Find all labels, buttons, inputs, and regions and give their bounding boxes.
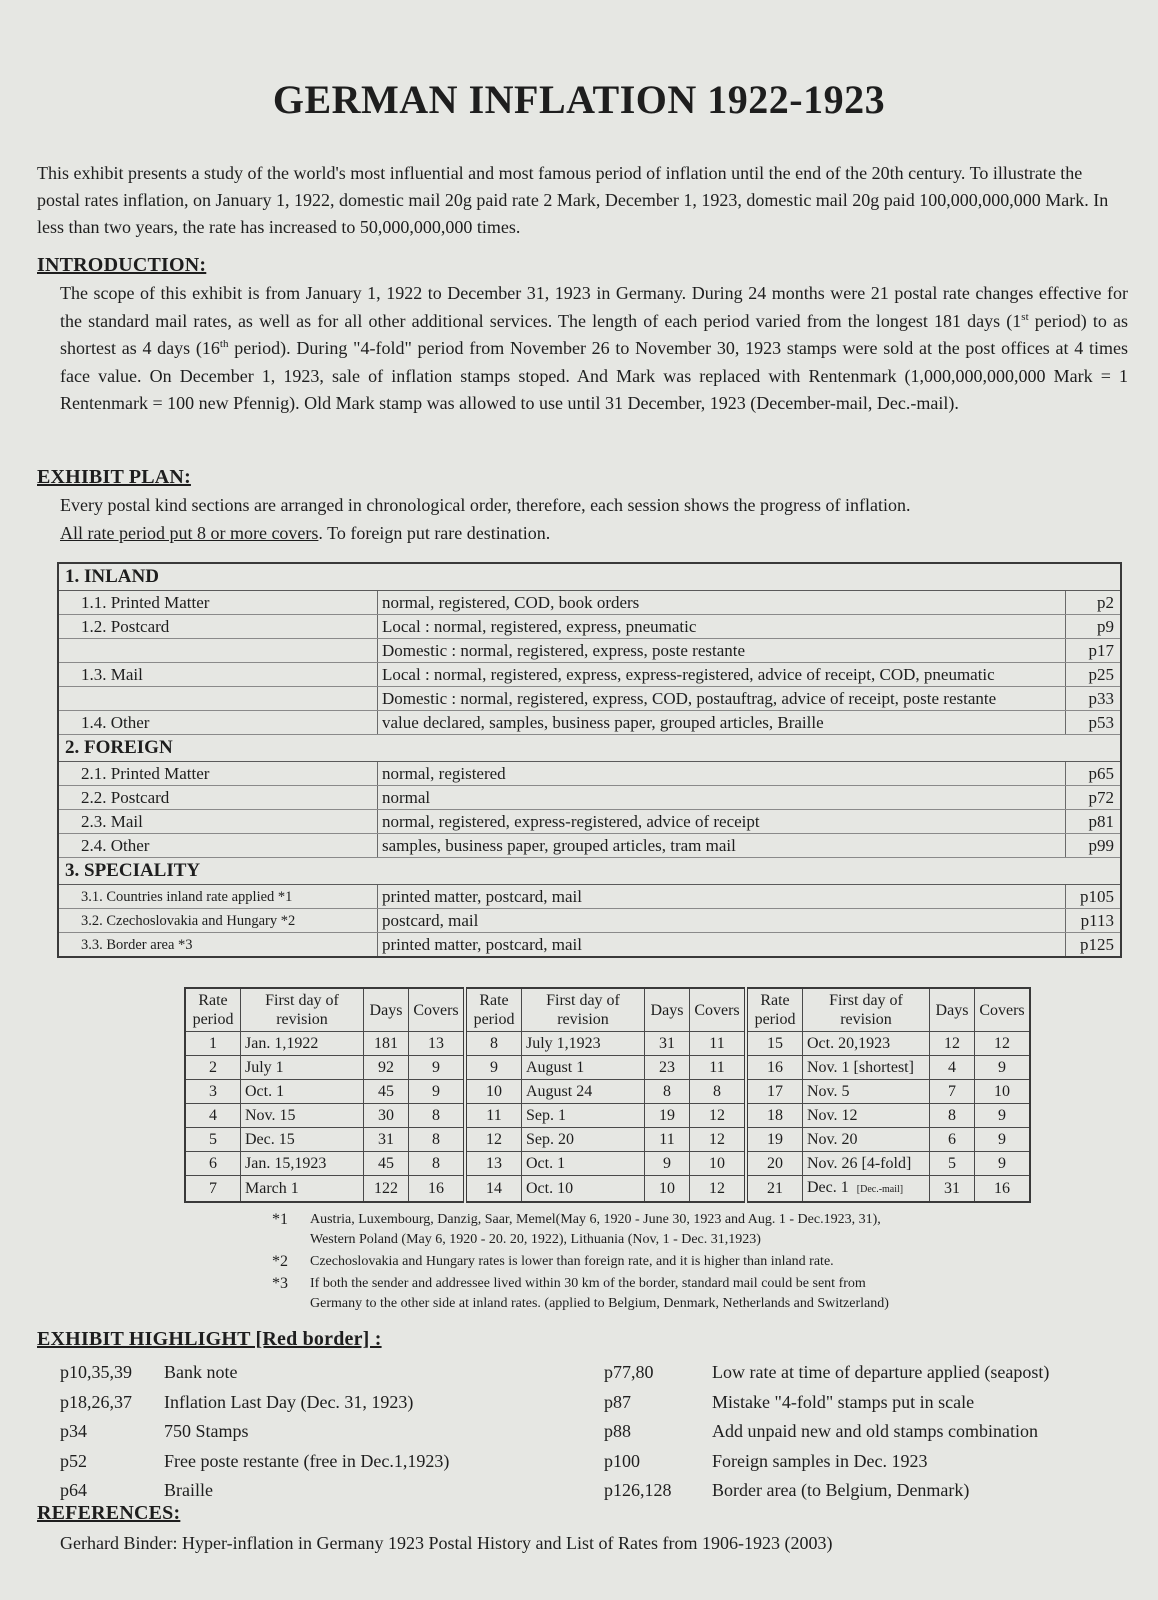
rate-date-cell: Oct. 1: [241, 1080, 364, 1104]
rate-covers-cell: 16: [409, 1176, 466, 1203]
rate-period-cell: 19: [746, 1128, 803, 1152]
rate-covers-cell: 8: [409, 1128, 466, 1152]
plan-row-description: Local : normal, registered, express, pneumatic: [378, 615, 1066, 639]
rate-covers-cell: 12: [690, 1104, 747, 1128]
rate-date-cell: Dec. 15: [241, 1128, 364, 1152]
rate-header-cell: Rate period: [185, 988, 241, 1032]
rate-date-cell: Sep. 20: [522, 1128, 645, 1152]
plan-row-page: p99: [1066, 834, 1122, 858]
plan-row-page: p72: [1066, 786, 1122, 810]
rate-period-cell: 20: [746, 1152, 803, 1176]
plan-line-2-rest: . To foreign put rare destination.: [318, 522, 551, 543]
plan-row-name: 2.2. Postcard: [58, 786, 378, 810]
highlight-text: 750 Stamps: [164, 1421, 249, 1441]
rate-days-cell: 122: [364, 1176, 409, 1203]
footnote-line: Germany to the other side at inland rates. (applied to Belgium, Denmark, Netherlands and Switzerland): [310, 1296, 889, 1311]
rate-covers-cell: 12: [690, 1128, 747, 1152]
rate-header-cell: Covers: [690, 988, 747, 1032]
rate-row: [185, 1128, 1030, 1152]
references-heading: REFERENCES:: [37, 1502, 181, 1524]
rate-date-cell: August 24: [522, 1080, 645, 1104]
plan-row-description: normal, registered, express-registered, advice of receipt: [378, 810, 1066, 834]
rate-row: [185, 1152, 1030, 1176]
rate-date-cell: Oct. 10: [522, 1176, 645, 1203]
footnote-line: If both the sender and addressee lived within 30 km of the border, standard mail could be sent from: [310, 1276, 866, 1291]
rate-date-cell: Oct. 20,1923: [803, 1032, 930, 1056]
introduction-heading: INTRODUCTION:: [37, 254, 207, 276]
rate-date-cell: Nov. 1 [shortest]: [803, 1056, 930, 1080]
rate-days-cell: 30: [364, 1104, 409, 1128]
introduction-text-3: period). During "4-fold" period from November 26 to November 30, 1923 stamps were sold at the post offices at 4 times face value. On December 1, 1923, sale of inflation stamps stoped. And Mark was replaced with Rentenmark (1,000,000,000,000 Mark = 1 Rentenmark = 100 new Pfennig). Old Mark stamp was allowed to use until 31 December, 1923 (December-mail, Dec.-mail).: [60, 338, 1128, 413]
plan-row-description: printed matter, postcard, mail: [378, 885, 1066, 909]
rate-period-cell: 16: [746, 1056, 803, 1080]
plan-row-description: Domestic : normal, registered, express, poste restante: [378, 639, 1066, 663]
rate-days-cell: 7: [930, 1080, 975, 1104]
rate-days-cell: 45: [364, 1152, 409, 1176]
rate-period-cell: 15: [746, 1032, 803, 1056]
rate-period-cell: 21: [746, 1176, 803, 1203]
plan-row: [58, 615, 1121, 639]
rate-covers-cell: 9: [975, 1128, 1031, 1152]
plan-row: [58, 885, 1121, 909]
rate-days-cell: 11: [645, 1128, 690, 1152]
plan-row: [58, 762, 1121, 786]
highlight-list-left: [60, 1358, 449, 1506]
dec-mail-tag: [Dec.-mail]: [856, 1184, 904, 1195]
footnote: [272, 1210, 1052, 1250]
plan-row-page: p9: [1066, 615, 1122, 639]
rate-days-cell: 45: [364, 1080, 409, 1104]
rate-covers-cell: 9: [975, 1056, 1031, 1080]
plan-row-description: printed matter, postcard, mail: [378, 933, 1066, 958]
rate-header-cell: First day of revision: [803, 988, 930, 1032]
highlight-item: [604, 1447, 1049, 1477]
rate-period-cell: 2: [185, 1056, 241, 1080]
page-title: GERMAN INFLATION 1922-1923: [272, 77, 886, 122]
plan-section-row: [58, 858, 1121, 885]
rate-days-cell: 31: [930, 1176, 975, 1203]
references-text: Gerhard Binder: Hyper-inflation in Germany 1923 Postal History and List of Rates from 1906-1923 (2003): [60, 1533, 833, 1553]
plan-row-description: normal, registered: [378, 762, 1066, 786]
rate-row: [185, 1176, 1030, 1203]
rate-covers-cell: 9: [409, 1080, 466, 1104]
highlight-text: Low rate at time of departure applied (seapost): [712, 1362, 1050, 1382]
plan-row: [58, 639, 1121, 663]
introduction-text-2: period) to as shortest as 4 days (16: [60, 310, 1128, 358]
highlight-page: p10,35,39: [60, 1362, 132, 1382]
intro-paragraph: This exhibit presents a study of the world's most influential and most famous period of inflation until the end of the 20th century. To illustrate the postal rates inflation, on January 1, 1922, domestic mail 20g paid rate 2 Mark, December 1, 1923, domestic mail 20g paid 100,000,000,000 Mark. In less than two years, the rate has increased to 50,000,000,000 times.: [37, 163, 1109, 237]
rate-covers-cell: 9: [975, 1104, 1031, 1128]
rate-date-cell: Oct. 1: [522, 1152, 645, 1176]
rate-days-cell: 5: [930, 1152, 975, 1176]
highlight-text: Border area (to Belgium, Denmark): [712, 1480, 970, 1500]
rate-days-cell: 31: [364, 1128, 409, 1152]
plan-section-title: 2. FOREIGN: [58, 735, 1121, 762]
highlight-page: p77,80: [604, 1362, 654, 1382]
plan-line-1: Every postal kind sections are arranged in chronological order, therefore, each session shows the progress of inflation.: [60, 495, 911, 515]
rate-period-cell: 3: [185, 1080, 241, 1104]
rate-header-cell: Days: [364, 988, 409, 1032]
plan-row-description: samples, business paper, grouped articles, tram mail: [378, 834, 1066, 858]
footnote-line: Western Poland (May 6, 1920 - 20. 20, 1922), Lithuania (Nov, 1 - Dec. 31,1923): [310, 1232, 761, 1247]
plan-row-page: p113: [1066, 909, 1122, 933]
rate-covers-cell: 11: [690, 1032, 747, 1056]
highlight-page: p64: [60, 1480, 87, 1500]
rate-covers-cell: 8: [690, 1080, 747, 1104]
rate-header-cell: Covers: [975, 988, 1031, 1032]
footnote: [272, 1252, 1052, 1272]
rate-header-cell: Days: [645, 988, 690, 1032]
highlight-item: [60, 1358, 449, 1388]
rate-period-cell: 4: [185, 1104, 241, 1128]
rate-date-cell: Sep. 1: [522, 1104, 645, 1128]
rate-period-table: [184, 987, 1031, 1203]
rate-date-cell: Nov. 20: [803, 1128, 930, 1152]
highlight-list-right: [604, 1358, 1049, 1506]
rate-header-cell: Covers: [409, 988, 466, 1032]
plan-row-name: 1.4. Other: [58, 711, 378, 735]
plan-row-name: 1.3. Mail: [58, 663, 378, 687]
rate-days-cell: 181: [364, 1032, 409, 1056]
rate-covers-cell: 11: [690, 1056, 747, 1080]
rate-days-cell: 8: [930, 1104, 975, 1128]
plan-row-name: 3.3. Border area *3: [58, 933, 378, 958]
rate-covers-cell: 8: [409, 1152, 466, 1176]
rate-date-cell: August 1: [522, 1056, 645, 1080]
exhibit-plan-table: [57, 562, 1122, 958]
rate-days-cell: 92: [364, 1056, 409, 1080]
plan-row-page: p33: [1066, 687, 1122, 711]
rate-days-cell: 10: [645, 1176, 690, 1203]
highlight-text: Foreign samples in Dec. 1923: [712, 1450, 928, 1471]
footnote-mark: *3: [272, 1275, 288, 1292]
rate-date-cell: Nov. 5: [803, 1080, 930, 1104]
highlight-text: Mistake "4-fold" stamps put in scale: [712, 1391, 975, 1412]
rate-days-cell: 8: [645, 1080, 690, 1104]
plan-row-name: 3.2. Czechoslovakia and Hungary *2: [58, 909, 378, 933]
highlight-item: [604, 1476, 1049, 1506]
highlight-page: p52: [60, 1450, 87, 1471]
rate-date-cell: March 1: [241, 1176, 364, 1203]
rate-period-cell: 5: [185, 1128, 241, 1152]
introduction-body: [60, 280, 1128, 418]
plan-section-row: [58, 735, 1121, 762]
plan-row-name: 3.1. Countries inland rate applied *1: [58, 885, 378, 909]
highlight-item: [60, 1447, 449, 1477]
highlight-item: [60, 1417, 449, 1447]
rate-covers-cell: 10: [975, 1080, 1031, 1104]
rate-days-cell: 9: [645, 1152, 690, 1176]
rate-date-cell: Jan. 15,1923: [241, 1152, 364, 1176]
rate-row: [185, 1104, 1030, 1128]
superscript-st: st: [1021, 310, 1029, 323]
rate-days-cell: 19: [645, 1104, 690, 1128]
rate-row: [185, 1056, 1030, 1080]
plan-line-2-underlined: All rate period put 8 or more covers: [60, 522, 319, 543]
highlight-page: p87: [604, 1391, 631, 1412]
rate-days-cell: 6: [930, 1128, 975, 1152]
rate-days-cell: 31: [645, 1032, 690, 1056]
plan-row-description: value declared, samples, business paper, grouped articles, Braille: [378, 711, 1066, 735]
rate-covers-cell: 13: [409, 1032, 466, 1056]
plan-section-title: 1. INLAND: [58, 563, 1121, 591]
footnote-line: Czechoslovakia and Hungary rates is lower than foreign rate, and it is higher than inland rate.: [310, 1254, 834, 1269]
rate-date-cell: [803, 1176, 930, 1203]
highlight-text: Add unpaid new and old stamps combination: [712, 1421, 1038, 1441]
highlight-page: p126,128: [604, 1480, 672, 1500]
plan-row-page: p65: [1066, 762, 1122, 786]
rate-covers-cell: 9: [975, 1152, 1031, 1176]
plan-row-name: [58, 639, 378, 663]
plan-row-name: [58, 687, 378, 711]
highlight-page: p88: [604, 1421, 631, 1441]
highlight-text: Free poste restante (free in Dec.1,1923): [164, 1450, 450, 1471]
rate-period-cell: 1: [185, 1032, 241, 1056]
rate-period-cell: 14: [465, 1176, 522, 1203]
plan-row: [58, 711, 1121, 735]
rate-date-cell: Jan. 1,1922: [241, 1032, 364, 1056]
highlight-item: [604, 1388, 1049, 1418]
plan-row-name: 1.2. Postcard: [58, 615, 378, 639]
rate-covers-cell: 16: [975, 1176, 1031, 1203]
exhibit-plan-intro: [60, 492, 1128, 547]
rate-period-cell: 12: [465, 1128, 522, 1152]
rate-header-cell: Days: [930, 988, 975, 1032]
rate-period-cell: 11: [465, 1104, 522, 1128]
rate-row: [185, 1032, 1030, 1056]
plan-row-description: normal: [378, 786, 1066, 810]
rate-header-row: [185, 988, 1030, 1032]
exhibit-plan-heading: EXHIBIT PLAN:: [37, 466, 191, 488]
plan-row: [58, 810, 1121, 834]
plan-row: [58, 834, 1121, 858]
rate-date-cell: July 1,1923: [522, 1032, 645, 1056]
plan-row: [58, 933, 1121, 958]
plan-row-page: p25: [1066, 663, 1122, 687]
plan-row: [58, 909, 1121, 933]
footnotes: [272, 1210, 1052, 1316]
rate-date-text: Dec. 1: [807, 1179, 849, 1196]
rate-date-cell: Nov. 26 [4-fold]: [803, 1152, 930, 1176]
highlight-heading: EXHIBIT HIGHLIGHT [Red border] :: [37, 1328, 382, 1350]
plan-row-page: p17: [1066, 639, 1122, 663]
plan-row-description: normal, registered, COD, book orders: [378, 591, 1066, 615]
footnote-line: Austria, Luxembourg, Danzig, Saar, Memel(May 6, 1920 - June 30, 1923 and Aug. 1 - Dec.1923, 31),: [310, 1212, 881, 1227]
highlight-page: p18,26,37: [60, 1391, 132, 1412]
footnote-mark: *2: [272, 1253, 288, 1270]
plan-row-page: p105: [1066, 885, 1122, 909]
plan-row-name: 1.1. Printed Matter: [58, 591, 378, 615]
footnote: [272, 1274, 1052, 1314]
highlight-text: Braille: [164, 1480, 213, 1500]
plan-row: [58, 591, 1121, 615]
plan-row-name: 2.1. Printed Matter: [58, 762, 378, 786]
rate-period-cell: 17: [746, 1080, 803, 1104]
highlight-text: Bank note: [164, 1362, 238, 1382]
superscript-th: th: [219, 338, 229, 350]
rate-covers-cell: 9: [409, 1056, 466, 1080]
footnote-mark: *1: [272, 1211, 288, 1228]
rate-days-cell: 4: [930, 1056, 975, 1080]
highlight-page: p34: [60, 1421, 87, 1441]
highlight-item: [604, 1417, 1049, 1447]
rate-period-cell: 18: [746, 1104, 803, 1128]
rate-covers-cell: 8: [409, 1104, 466, 1128]
plan-row: [58, 786, 1121, 810]
rate-period-cell: 8: [465, 1032, 522, 1056]
plan-row-description: Local : normal, registered, express, express-registered, advice of receipt, COD, pneumatic: [378, 663, 1066, 687]
rate-header-cell: Rate period: [465, 988, 522, 1032]
rate-header-cell: First day of revision: [241, 988, 364, 1032]
plan-row: [58, 663, 1121, 687]
rate-period-cell: 10: [465, 1080, 522, 1104]
rate-covers-cell: 12: [975, 1032, 1031, 1056]
plan-row-page: p81: [1066, 810, 1122, 834]
rate-date-cell: Nov. 12: [803, 1104, 930, 1128]
rate-period-cell: 7: [185, 1176, 241, 1203]
highlight-text: Inflation Last Day (Dec. 31, 1923): [164, 1391, 414, 1412]
rate-days-cell: 23: [645, 1056, 690, 1080]
plan-row-page: p2: [1066, 591, 1122, 615]
highlight-item: [60, 1388, 449, 1418]
rate-date-cell: July 1: [241, 1056, 364, 1080]
rate-days-cell: 12: [930, 1032, 975, 1056]
plan-row-page: p53: [1066, 711, 1122, 735]
rate-period-cell: 13: [465, 1152, 522, 1176]
rate-covers-cell: 12: [690, 1176, 747, 1203]
rate-period-cell: 9: [465, 1056, 522, 1080]
rate-row: [185, 1080, 1030, 1104]
plan-row-description: Domestic : normal, registered, express, COD, postauftrag, advice of receipt, poste restante: [378, 687, 1066, 711]
plan-row-description: postcard, mail: [378, 909, 1066, 933]
plan-row-name: 2.4. Other: [58, 834, 378, 858]
plan-row: [58, 687, 1121, 711]
rate-header-cell: First day of revision: [522, 988, 645, 1032]
rate-header-cell: Rate period: [746, 988, 803, 1032]
rate-date-cell: Nov. 15: [241, 1104, 364, 1128]
highlight-item: [604, 1358, 1049, 1388]
plan-section-title: 3. SPECIALITY: [58, 858, 1121, 885]
rate-period-cell: 6: [185, 1152, 241, 1176]
introduction-text-1: The scope of this exhibit is from January 1, 1922 to December 31, 1923 in Germany. During 24 months were 21 postal rate changes effective for the standard mail rates, as well as for all other additional services. The length of each period varied from the longest 181 days (1: [60, 283, 1128, 331]
plan-section-row: [58, 563, 1121, 591]
plan-row-name: 2.3. Mail: [58, 810, 378, 834]
highlight-page: p100: [604, 1450, 640, 1471]
plan-row-page: p125: [1066, 933, 1122, 958]
rate-covers-cell: 10: [690, 1152, 747, 1176]
